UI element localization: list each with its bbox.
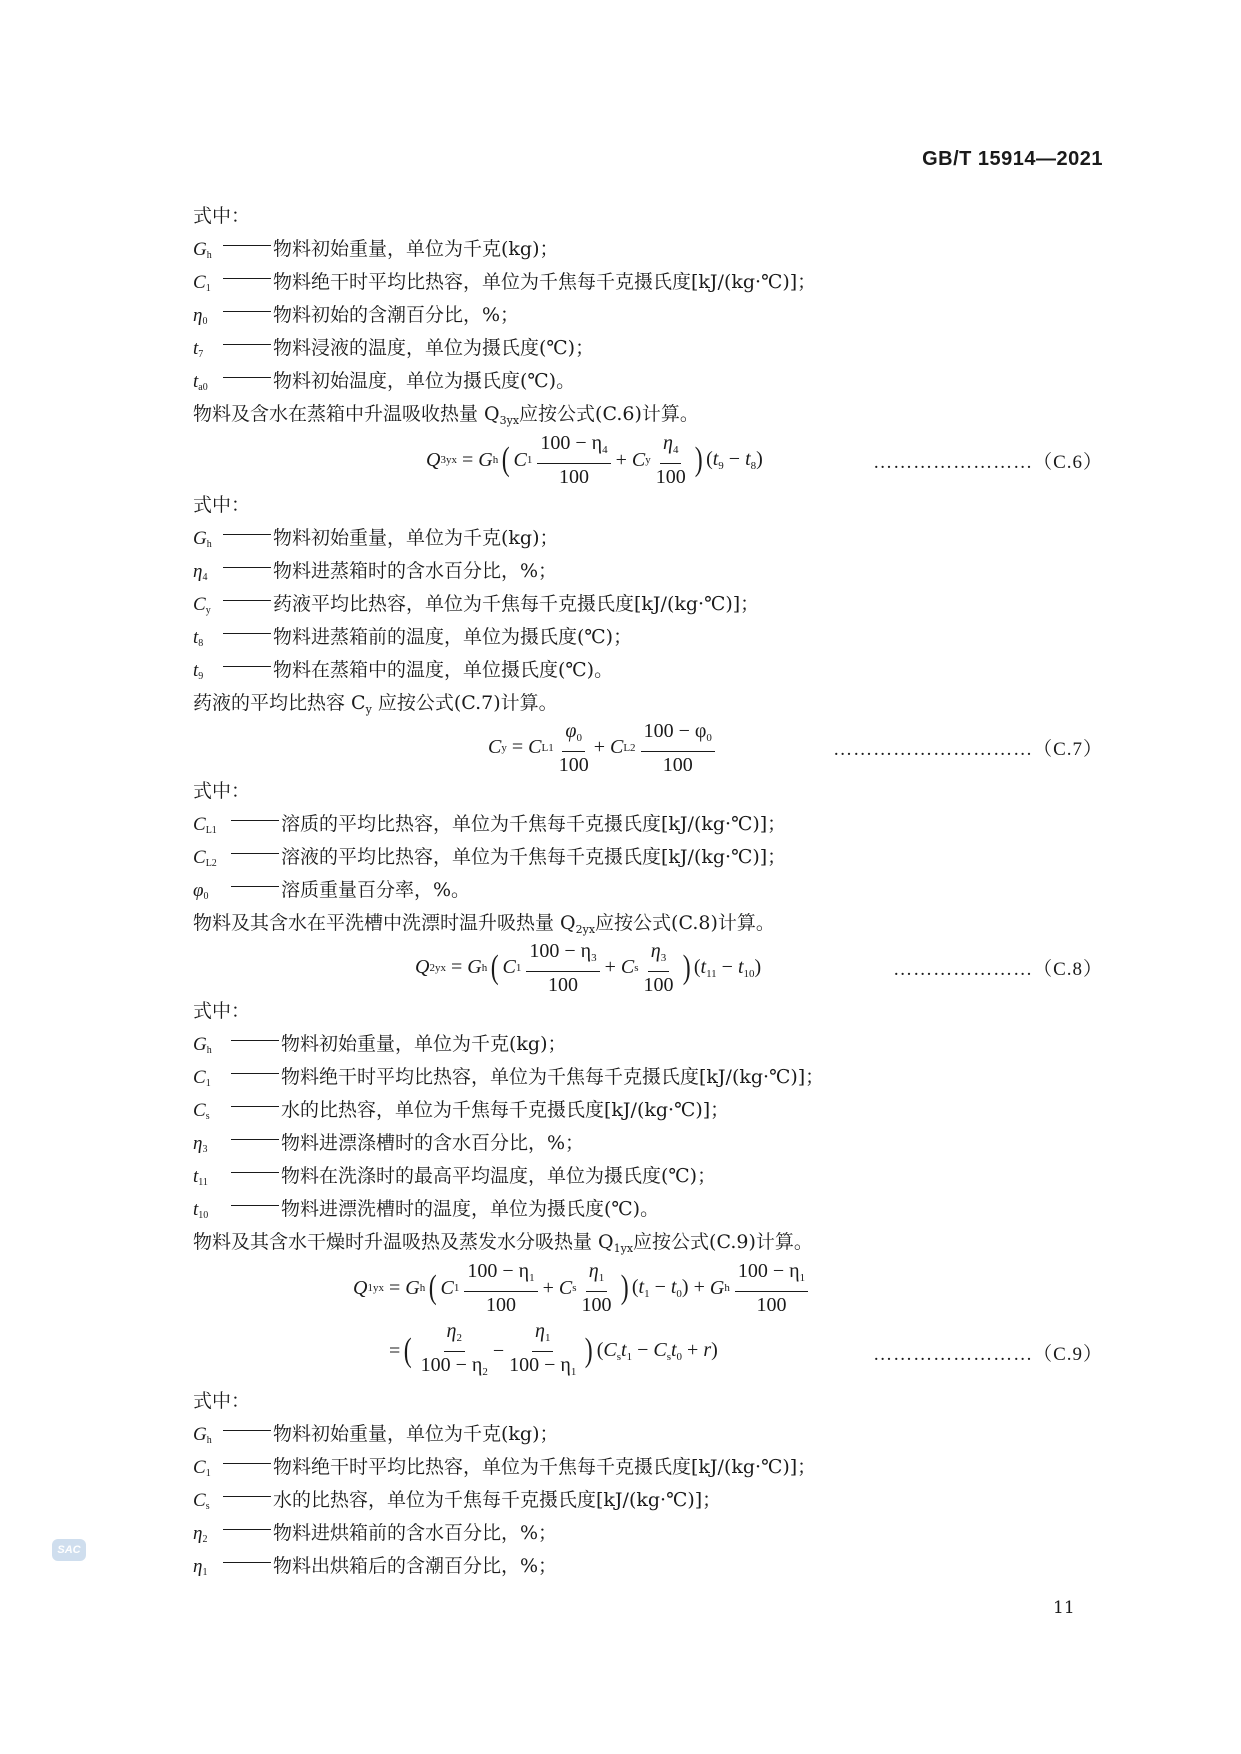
symbol: $C_y$ [193,594,211,616]
symbol: $t_{a0}$ [193,371,208,393]
definition-item [193,1418,1103,1451]
definition-text: 物料初始的含潮百分比，%； [273,304,520,326]
definition-item [193,1517,1103,1550]
definition-text: 物料绝干时平均比热容，单位为千焦每千克摄氏度[kJ/(kg·℃)]； [281,1066,825,1088]
em-dash [223,278,271,279]
em-dash [231,886,279,887]
standard-number: GB/T 15914—2021 [922,148,1103,170]
definition-item [193,1484,1103,1517]
em-dash [231,1040,279,1041]
em-dash [231,1139,279,1140]
where-label: 式中： [193,780,251,802]
symbol: $C_{L1}$ [193,814,217,836]
definition-list [193,808,1103,907]
symbol: $\eta_4$ [193,561,208,583]
definition-text: 物料初始重量，单位为千克(kg)； [281,1033,567,1055]
em-dash [231,853,279,854]
definition-list [193,233,1103,398]
equation-number: …………………………（C.7） [833,739,1103,760]
symbol: $t_{10}$ [193,1199,209,1221]
symbol: $\eta_0$ [193,305,208,327]
definition-list [193,1418,1103,1583]
symbol: $G_h$ [193,528,212,550]
where-label: 式中： [193,1000,251,1022]
where-label: 式中： [193,494,251,516]
symbol: $t_7$ [193,338,204,360]
equation-number: …………………（C.8） [893,959,1103,980]
definition-text: 物料进蒸箱时的含水百分比，%； [273,560,558,582]
em-dash [231,1106,279,1107]
definition-item [193,233,1103,266]
definition-item [193,1061,1103,1094]
definition-item [193,332,1103,365]
em-dash [223,1463,271,1464]
definition-text: 物料进烘箱前的含水百分比，%； [273,1522,558,1544]
definition-item [193,522,1103,555]
em-dash [223,1496,271,1497]
em-dash [231,1205,279,1206]
definition-text: 物料进漂涤槽时的含水百分比，%； [281,1132,585,1154]
sac-watermark-logo: SAC [52,1539,86,1561]
formula-c9: Q 1yx = G h ( C 1 $\frac{100 - \eta_1}{100}$ + C s $\frac{\eta_1}{100}$ ) $(t_1 - t_0)$ + G h $\frac{100 - \eta_1}{100}$ = ( $\frac{\eta_2}{100 - \eta_2}$ − $\frac{\eta_1}{100 - \eta_1}$ ) $(C_st_1 - C_st_0 + r)$ ……………………（C.9） [353,1260,1103,1378]
symbol: $t_8$ [193,627,204,649]
definition-item [193,654,1103,687]
definition-text: 物料进蒸箱前的温度，单位为摄氏度(℃)； [273,626,633,648]
definition-text: 溶液的平均比热容，单位为千焦每千克摄氏度[kJ/(kg·℃)]； [281,846,787,868]
em-dash [223,245,271,246]
definition-text: 溶质的平均比热容，单位为千焦每千克摄氏度[kJ/(kg·℃)]； [281,813,787,835]
definition-item [193,1160,1103,1193]
definition-text: 物料绝干时平均比热容，单位为千焦每千克摄氏度[kJ/(kg·℃)]； [273,1456,817,1478]
symbol: $C_1$ [193,272,211,294]
definition-item [193,1451,1103,1484]
definition-text: 物料在蒸箱中的温度，单位摄氏度(℃)。 [273,659,614,681]
definition-list [193,1028,1103,1226]
definition-list [193,522,1103,687]
definition-item [193,1028,1103,1061]
definition-item [193,808,1103,841]
where-label: 式中： [193,1390,251,1412]
symbol: $G_h$ [193,1034,212,1056]
formula-lead: 物料及其含水在平洗槽中洗漂时温升吸热量 $Q_{2yx}$应按公式(C.8)计算。 [193,912,775,936]
definition-text: 物料在洗涤时的最高平均温度，单位为摄氏度(℃)； [281,1165,717,1187]
definition-item [193,874,1103,907]
where-label: 式中： [193,205,251,227]
definition-text: 药液平均比热容，单位为千焦每千克摄氏度[kJ/(kg·℃)]； [273,593,760,615]
symbol: $\varphi_0$ [193,880,209,902]
document-body [193,200,1103,1583]
definition-text: 物料浸液的温度，单位为摄氏度(℃)； [273,337,595,359]
formula-lead: 药液的平均比热容 $C_y$ 应按公式(C.7)计算。 [193,692,558,716]
definition-item [193,621,1103,654]
equation-number: ……………………（C.6） [873,452,1103,473]
em-dash [223,377,271,378]
definition-item [193,1550,1103,1583]
symbol: $G_h$ [193,239,212,261]
definition-text: 物料绝干时平均比热容，单位为千焦每千克摄氏度[kJ/(kg·℃)]； [273,271,817,293]
definition-item [193,1094,1103,1127]
symbol: $\eta_1$ [193,1556,208,1578]
formula-lead: 物料及其含水干燥时升温吸热及蒸发水分吸热量 $Q_{1yx}$应按公式(C.9)计算。 [193,1231,813,1255]
formula-c7: C y = C L1 $\frac{\varphi_0}{100}$ + C L2 $\frac{100 - \varphi_0}{100}$ …………………………（C.7） [488,719,1103,776]
em-dash [231,1172,279,1173]
symbol: $C_s$ [193,1100,210,1122]
em-dash [223,600,271,601]
symbol: $C_{L2}$ [193,847,217,869]
symbol: $C_1$ [193,1457,211,1479]
symbol: $C_1$ [193,1067,211,1089]
em-dash [231,820,279,821]
equation-number: ……………………（C.9） [873,1344,1103,1365]
em-dash [223,666,271,667]
em-dash [223,1529,271,1530]
em-dash [223,567,271,568]
definition-item [193,555,1103,588]
em-dash [223,534,271,535]
em-dash [223,633,271,634]
symbol: $G_h$ [193,1424,212,1446]
definition-text: 溶质重量百分率，%。 [281,879,471,901]
definition-text: 物料进漂洗槽时的温度，单位为摄氏度(℃)。 [281,1198,660,1220]
definition-item [193,588,1103,621]
em-dash [223,1430,271,1431]
definition-item [193,266,1103,299]
definition-item [193,1127,1103,1160]
em-dash [223,1562,271,1563]
em-dash [223,344,271,345]
definition-text: 水的比热容，单位为千焦每千克摄氏度[kJ/(kg·℃)]； [273,1489,722,1511]
page-number: 11 [1053,1598,1075,1618]
definition-item [193,299,1103,332]
formula-c6: Q 3yx = G h ( C 1 $\frac{100 - \eta_4}{100}$ + C y $\frac{\eta_4}{100}$ ) $(t_9 - t_8)$ ……………………（C.6） [426,432,1103,488]
symbol: $\eta_2$ [193,1523,208,1545]
em-dash [231,1073,279,1074]
definition-text: 物料初始重量，单位为千克(kg)； [273,527,559,549]
definition-text: 物料出烘箱后的含潮百分比，%； [273,1555,558,1577]
symbol: $t_9$ [193,660,204,682]
em-dash [223,311,271,312]
symbol: $t_{11}$ [193,1166,208,1188]
definition-text: 物料初始重量，单位为千克(kg)； [273,1423,559,1445]
symbol: $\eta_3$ [193,1133,208,1155]
formula-lead: 物料及含水在蒸箱中升温吸收热量 $Q_{3yx}$应按公式(C.6)计算。 [193,403,699,427]
definition-item [193,365,1103,398]
definition-text: 水的比热容，单位为千焦每千克摄氏度[kJ/(kg·℃)]； [281,1099,730,1121]
definition-text: 物料初始温度，单位为摄氏度(℃)。 [273,370,576,392]
symbol: $C_s$ [193,1490,210,1512]
formula-c8: Q 2yx = G h ( C 1 $\frac{100 - \eta_3}{100}$ + C s $\frac{\eta_3}{100}$ ) $(t_{11} - t_{10})$ …………………（C.8） [415,939,1103,996]
definition-text: 物料初始重量，单位为千克(kg)； [273,238,559,260]
definition-item [193,1193,1103,1226]
definition-item [193,841,1103,874]
